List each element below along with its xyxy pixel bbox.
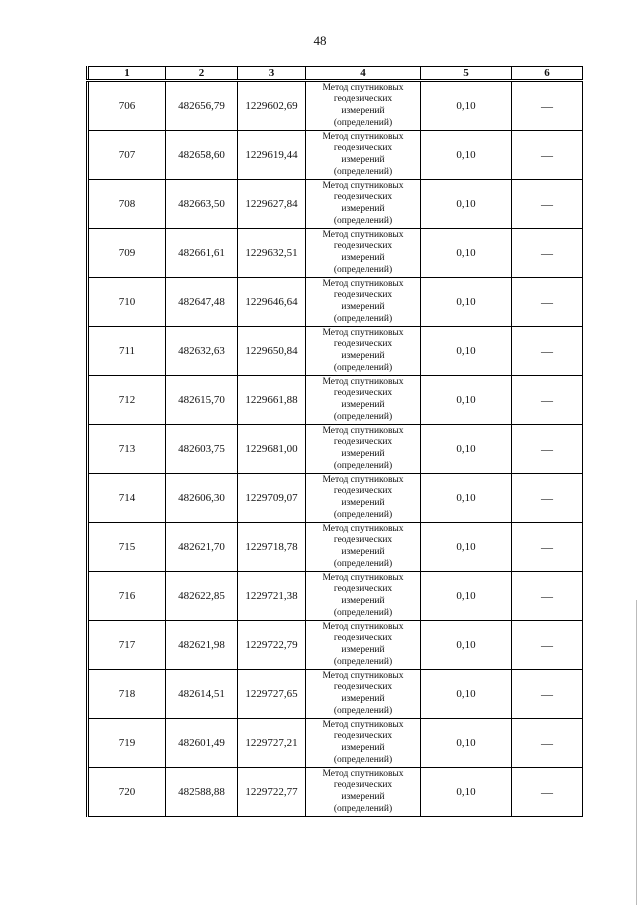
note-cell: — <box>512 474 583 523</box>
x-coordinate-cell: 482663,50 <box>166 180 238 229</box>
note-cell: — <box>512 621 583 670</box>
point-number-cell: 717 <box>88 621 166 670</box>
accuracy-cell: 0,10 <box>421 376 512 425</box>
accuracy-cell: 0,10 <box>421 229 512 278</box>
table-row <box>88 327 583 376</box>
table-row <box>88 572 583 621</box>
accuracy-cell: 0,10 <box>421 474 512 523</box>
accuracy-cell: 0,10 <box>421 670 512 719</box>
method-cell: Метод спутниковых геодезических измерений (определений) <box>306 523 421 572</box>
x-coordinate-cell: 482656,79 <box>166 81 238 131</box>
note-cell: — <box>512 81 583 131</box>
table-row <box>88 229 583 278</box>
x-coordinate-cell: 482647,48 <box>166 278 238 327</box>
point-number-cell: 711 <box>88 327 166 376</box>
table-row <box>88 621 583 670</box>
y-coordinate-cell: 1229627,84 <box>238 180 306 229</box>
x-coordinate-cell: 482632,63 <box>166 327 238 376</box>
y-coordinate-cell: 1229681,00 <box>238 425 306 474</box>
y-coordinate-cell: 1229722,77 <box>238 768 306 817</box>
accuracy-cell: 0,10 <box>421 278 512 327</box>
method-cell: Метод спутниковых геодезических измерений (определений) <box>306 81 421 131</box>
x-coordinate-cell: 482614,51 <box>166 670 238 719</box>
table-row <box>88 670 583 719</box>
table-row <box>88 523 583 572</box>
x-coordinate-cell: 482603,75 <box>166 425 238 474</box>
y-coordinate-cell: 1229646,64 <box>238 278 306 327</box>
point-number-cell: 710 <box>88 278 166 327</box>
y-coordinate-cell: 1229727,65 <box>238 670 306 719</box>
accuracy-cell: 0,10 <box>421 327 512 376</box>
y-coordinate-cell: 1229661,88 <box>238 376 306 425</box>
point-number-cell: 719 <box>88 719 166 768</box>
table-row <box>88 376 583 425</box>
accuracy-cell: 0,10 <box>421 523 512 572</box>
accuracy-cell: 0,10 <box>421 425 512 474</box>
page-number: 48 <box>313 33 327 48</box>
x-coordinate-cell: 482606,30 <box>166 474 238 523</box>
header-col-3: 3 <box>238 67 306 81</box>
scan-edge-line <box>636 600 637 905</box>
x-coordinate-cell: 482615,70 <box>166 376 238 425</box>
x-coordinate-cell: 482621,70 <box>166 523 238 572</box>
note-cell: — <box>512 278 583 327</box>
y-coordinate-cell: 1229632,51 <box>238 229 306 278</box>
header-col-4: 4 <box>306 67 421 81</box>
header-col-6: 6 <box>512 67 583 81</box>
method-cell: Метод спутниковых геодезических измерений (определений) <box>306 278 421 327</box>
point-number-cell: 707 <box>88 131 166 180</box>
note-cell: — <box>512 719 583 768</box>
note-cell: — <box>512 180 583 229</box>
table-row <box>88 768 583 817</box>
table-row <box>88 474 583 523</box>
note-cell: — <box>512 670 583 719</box>
point-number-cell: 706 <box>88 81 166 131</box>
y-coordinate-cell: 1229602,69 <box>238 81 306 131</box>
method-cell: Метод спутниковых геодезических измерений (определений) <box>306 474 421 523</box>
accuracy-cell: 0,10 <box>421 621 512 670</box>
y-coordinate-cell: 1229722,79 <box>238 621 306 670</box>
y-coordinate-cell: 1229709,07 <box>238 474 306 523</box>
y-coordinate-cell: 1229650,84 <box>238 327 306 376</box>
method-cell: Метод спутниковых геодезических измерений (определений) <box>306 376 421 425</box>
note-cell: — <box>512 425 583 474</box>
method-cell: Метод спутниковых геодезических измерений (определений) <box>306 621 421 670</box>
table-row <box>88 81 583 131</box>
note-cell: — <box>512 327 583 376</box>
note-cell: — <box>512 131 583 180</box>
x-coordinate-cell: 482621,98 <box>166 621 238 670</box>
point-number-cell: 718 <box>88 670 166 719</box>
note-cell: — <box>512 523 583 572</box>
note-cell: — <box>512 376 583 425</box>
point-number-cell: 708 <box>88 180 166 229</box>
y-coordinate-cell: 1229727,21 <box>238 719 306 768</box>
y-coordinate-cell: 1229619,44 <box>238 131 306 180</box>
point-number-cell: 712 <box>88 376 166 425</box>
method-cell: Метод спутниковых геодезических измерений (определений) <box>306 229 421 278</box>
method-cell: Метод спутниковых геодезических измерений (определений) <box>306 327 421 376</box>
header-col-5: 5 <box>421 67 512 81</box>
x-coordinate-cell: 482661,61 <box>166 229 238 278</box>
method-cell: Метод спутниковых геодезических измерений (определений) <box>306 131 421 180</box>
point-number-cell: 709 <box>88 229 166 278</box>
table-body <box>88 81 583 817</box>
accuracy-cell: 0,10 <box>421 572 512 621</box>
accuracy-cell: 0,10 <box>421 180 512 229</box>
table-row <box>88 425 583 474</box>
header-col-2: 2 <box>166 67 238 81</box>
accuracy-cell: 0,10 <box>421 719 512 768</box>
x-coordinate-cell: 482588,88 <box>166 768 238 817</box>
note-cell: — <box>512 768 583 817</box>
y-coordinate-cell: 1229721,38 <box>238 572 306 621</box>
point-number-cell: 715 <box>88 523 166 572</box>
method-cell: Метод спутниковых геодезических измерений (определений) <box>306 768 421 817</box>
x-coordinate-cell: 482658,60 <box>166 131 238 180</box>
table-row <box>88 180 583 229</box>
x-coordinate-cell: 482601,49 <box>166 719 238 768</box>
accuracy-cell: 0,10 <box>421 81 512 131</box>
point-number-cell: 714 <box>88 474 166 523</box>
method-cell: Метод спутниковых геодезических измерений (определений) <box>306 719 421 768</box>
note-cell: — <box>512 572 583 621</box>
method-cell: Метод спутниковых геодезических измерений (определений) <box>306 572 421 621</box>
accuracy-cell: 0,10 <box>421 131 512 180</box>
header-row <box>88 67 583 81</box>
table-row <box>88 131 583 180</box>
table-row <box>88 278 583 327</box>
x-coordinate-cell: 482622,85 <box>166 572 238 621</box>
method-cell: Метод спутниковых геодезических измерений (определений) <box>306 425 421 474</box>
coordinates-table <box>86 66 583 817</box>
point-number-cell: 713 <box>88 425 166 474</box>
point-number-cell: 720 <box>88 768 166 817</box>
table-row <box>88 719 583 768</box>
method-cell: Метод спутниковых геодезических измерений (определений) <box>306 670 421 719</box>
y-coordinate-cell: 1229718,78 <box>238 523 306 572</box>
accuracy-cell: 0,10 <box>421 768 512 817</box>
method-cell: Метод спутниковых геодезических измерений (определений) <box>306 180 421 229</box>
header-col-1: 1 <box>88 67 166 81</box>
note-cell: — <box>512 229 583 278</box>
table-header <box>88 67 583 81</box>
point-number-cell: 716 <box>88 572 166 621</box>
